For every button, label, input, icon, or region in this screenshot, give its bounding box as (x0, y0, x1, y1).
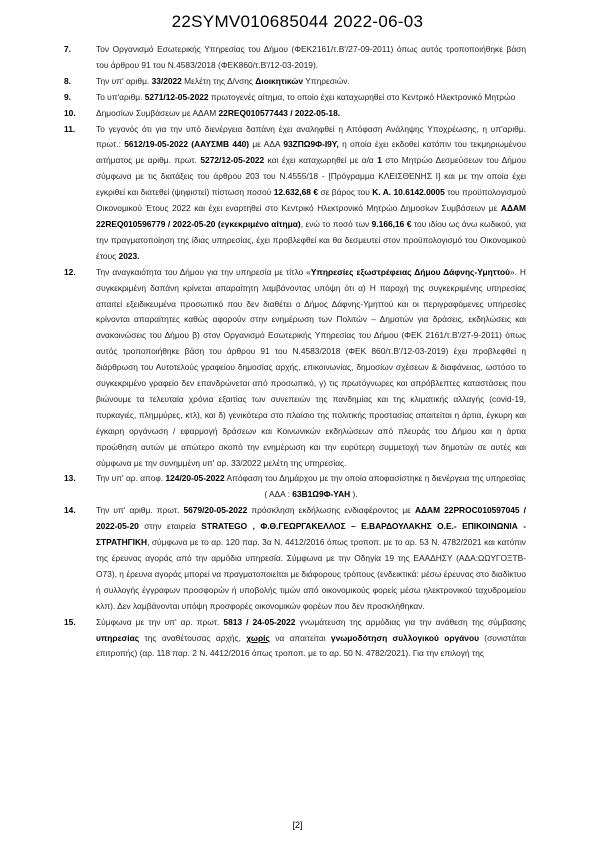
item-text: Την υπ' αριθμ. πρωτ. 5679/20-05-2022 πρόσκληση εκδήλωσης ενδιαφέροντος με ΑΔΑΜ 22PROC010597045 / 2022-05-20 στην εταιρεία STRATEGO , Φ.Θ.ΓΕΩΡΓΑΚΕΛΛΟΣ – Ε.ΒΑΡΔΟΥΛΑΚΗΣ Ο.Ε.- ΕΠΙΚΟΙΝΩΝΙΑ - ΣΤΡΑΤΗΓΙΚΗ, σύμφωνα με το αρ. 120 παρ. 3α Ν. 4412/2016 όπως τροποπ. με το αρ. 53 Ν. 4782/2021 και κατόπιν της έρευνας αγοράς από την αρμόδια υπηρεσία. Σύμφωνα με την Οδηγία 19 της ΕΑΑΔΗΣΥ (ΑΔΑ:ΩΩΥΓΟΞΤΒ-Ο73), η έρευνα αγοράς μπορεί να πραγματοποιείται με διάφορους τρόπους (ενδεικτικά: μέσω έρευνας στο διαδίκτυο ή συλλογής έγγραφων προσφορών ή υποβολής τιμών από οικονομικούς φορείς μέσω ηλεκτρονικού ταχυδρομείου κλπ). Δεν λαμβάνονται υπόψη προσφορές οικονομικών φορέων που δεν προσκλήθηκαν. (96, 505, 526, 611)
list-item (64, 122, 526, 265)
item-number: 13. (64, 473, 76, 484)
item-text: Σύμφωνα με την υπ' αρ. πρωτ. 5813 / 24-05-2022 γνωμάτευση της αρμόδιας για την ανάθεση της σύμβασης υπηρεσίας της αναθέτουσας αρχής, χωρίς να απαιτείται γνωμοδότηση συλλογικού οργάνου (συνιστάται επιτροπής) (αρ. 118 παρ. 2 Ν. 4412/2016 όπως τροποπ. με το αρ. 50 Ν. 4782/2021). Για την επιλογή της (96, 616, 527, 659)
item-number: 11. (64, 123, 76, 134)
item-text: Την υπ' αριθμ. 33/2022 Μελέτη της Δ/νσης Διοικητικών Υπηρεσιών. (96, 75, 350, 86)
item-number: 14. (64, 505, 76, 516)
list-item (64, 106, 526, 122)
item-text: Το υπ'αριθμ. 5271/12-05-2022 πρωτογενές αίτημα, το οποίο έχει καταχωρηθεί στο Κεντρικό Ηλεκτρονικό Μητρώο (96, 91, 516, 102)
item-number: 9. (64, 91, 71, 102)
item-text: Τον Οργανισμό Εσωτερικής Υπηρεσίας του Δήμου (ΦΕΚ2161/τ.Β'/27-09-2011) όπως αυτός τροποποιήθηκε βάση του άρθρου 91 του Ν.4583/2018 (ΦΕΚ860/τ.Β'/12-03-2019). (96, 44, 526, 70)
document-body (64, 42, 526, 662)
item-text: Δημοσίων Συμβάσεων με ΑΔΑΜ 22REQ010577443 / 2022-05-18. (96, 107, 341, 118)
list-item (64, 503, 526, 614)
document-id-date: 22SYMV010685044 2022-06-03 (171, 12, 424, 31)
item-number: 8. (64, 75, 71, 86)
item-text: Την αναγκαιότητα του Δήμου για την υπηρεσία με τίτλο «Υπηρεσίες εξωστρέφειας Δήμου Δάφνης-Υμηττού». Η συγκεκριμένη δαπάνη κρίνεται απαραίτητη λαμβάνοντας υπόψη ότι α) Η παροχή της συγκεκριμένης υπηρεσίας απαιτεί εξειδικευμένα προσωπικό που δεν διαθέτει ο Δήμος Δάφνης-Υμηττού και οι περιγραφόμενες υπηρεσίες κρίνονται απαραίτητες καθώς αφορούν στην ενημέρωση των Πολιτών – Δημοτών για δράσεις, εκδηλώσεις και ανακοινώσεις του Δήμου β) στον Οργανισμό Εσωτερικής Υπηρεσίας του Δήμου (ΦΕΚ 2161/τ.Β'/27-9-2011) όπως αυτός τροποποιήθηκε βάση του άρθρου 91 του Ν.4583/2018 (ΦΕΚ 860/τ.Β'/12-03-2019) έχει προβλεφθεί η διάρθρωση του Αυτοτελούς γραφείου δημοσίας αρχής, επικοινωνίας, δημοσίων σχέσεων & διαφάνειας, ωστόσο το συγκεκριμένο γραφείο δεν επανδρώνεται από προσωπικό, γ) τις πρωτόγνωρες και απρόβλεπτες καταστάσεις που βιώνουμε τα τελευταία χρόνια εξαιτίας των συνεπειών της πανδημίας και της κλιματικής αλλαγής (covid-19, πυρκαγιές, πλημμύρες, κτλ), και δ) γενικότερα στο πλαίσιο της πολιτικής προστασίας απαιτείται η άρτια, έγκυρη και έγκαιρη οργάνωση / εφαρμογή δράσεων και Κοινωνικών εκδηλώσεων από πλευράς του Δήμου και η άρτια προώθηση αυτών με απώτερο σκοπό την ενημέρωση και την ευρύτερη συμμετοχή των δημοτών σε αυτές και σύμφωνα με την συνημμένη υπ' αρ. 33/2022 μελέτη της υπηρεσίας. (96, 266, 526, 468)
item-number: 12. (64, 266, 76, 277)
list-item (64, 615, 526, 663)
item-number: 15. (64, 616, 76, 627)
list-item (64, 74, 526, 90)
item-text: Την υπ' αρ. αποφ. 124/20-05-2022 Απόφαση του Δημάρχου με την οποία αποφασίστηκε η διενέργεια της υπηρεσίας ( ΑΔΑ : 63Β1Ω9Φ-ΥΑΗ ). (96, 471, 526, 503)
item-number: 7. (64, 44, 71, 54)
list-item (64, 90, 526, 106)
list-item (64, 265, 526, 472)
list-item (64, 471, 526, 503)
item-text: Το γεγονός ότι για την υπό διενέργεια δαπάνη έχει αναληφθεί η Απόφαση Ανάληψης Υποχρέωσης, η υπ'αριθμ. πρωτ.: 5612/19-05-2022 (ΑΑΥΣΜΒ 440) με ΑΔΑ 93ΖΠΩ9Φ-Ι9Υ, η οποία έχει εκδοθεί κατόπιν του τεκμηριωμένου αιτήματος με αριθμ. πρωτ. 5272/12-05-2022 και έχει καταχωρηθεί με α/α 1 στο Μητρώο Δεσμεύσεων του Δήμου σύμφωνα με τις διατάξεις του άρθρου 203 του Ν.4555/18 - [Πρόγραμμα ΚΛΕΙΣΘΕΝΗΣ Ι] και με την οποία έχει εγκριθεί και διατεθεί (ψηφιστεί) πίστωση ποσού 12.632,68 € σε βάρος του Κ. Α. 10.6142.0005 του προϋπολογισμού Οικονομικού Έτους 2022 και έχει εναρτηθεί στο Κεντρικό Ηλεκτρονικό Μητρώο Δημοσίων Συμβάσεων με ΑΔΑΜ 22REQ010596779 / 2022-05-20 (εγκεκριμένο αίτημα), ενώ το ποσό των 9.166,16 € του ιδίου ως άνω κωδικού, για την πραγματοποίηση της ίδιας υπηρεσίας, έχει προβλεφθεί και θα δεσμευτεί στον προϋπολογισμό του Οικονομικού έτους 2023. (96, 123, 527, 261)
list-item (64, 42, 526, 74)
item-number: 10. (64, 107, 76, 118)
page-number: [2] (292, 820, 303, 830)
ada-reference: ( ΑΔΑ : 63Β1Ω9Φ-ΥΑΗ ). (264, 489, 358, 500)
